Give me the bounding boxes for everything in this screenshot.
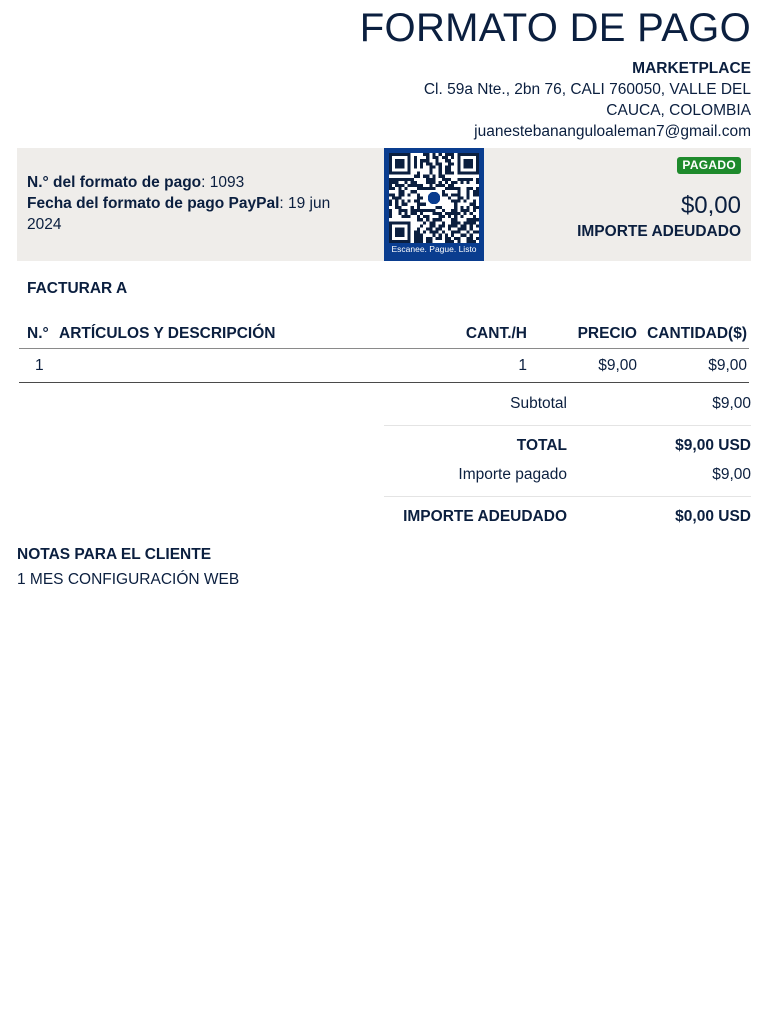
invoice-number-value: : 1093 bbox=[201, 174, 245, 191]
invoice-number bbox=[27, 172, 367, 193]
col-header-price: PRECIO bbox=[577, 325, 637, 342]
amount-paid-row bbox=[384, 466, 751, 487]
customer-notes-body: 1 MES CONFIGURACIÓN WEB bbox=[17, 571, 240, 588]
total-row bbox=[384, 437, 751, 458]
item-price: $9,00 bbox=[598, 357, 637, 374]
items-table-header bbox=[19, 322, 749, 349]
col-header-description: ARTÍCULOS Y DESCRIPCIÓN bbox=[59, 325, 276, 342]
invoice-date-value: : 19 jun 2024 bbox=[27, 195, 331, 233]
invoice-number-label: N.° del formato de pago bbox=[27, 174, 202, 191]
table-row bbox=[19, 349, 749, 383]
merchant-name: MARKETPLACE bbox=[632, 60, 751, 77]
merchant-address: Cl. 59a Nte., 2bn 76, CALI 760050, VALLE DEL CAUCA, COLOMBIA bbox=[423, 81, 751, 119]
totals-divider bbox=[384, 425, 751, 426]
item-number: 1 bbox=[35, 357, 44, 374]
paypal-qr-block[interactable] bbox=[384, 148, 484, 261]
subtotal-value: $9,00 bbox=[712, 395, 751, 412]
items-table bbox=[19, 322, 749, 383]
due-label: IMPORTE ADEUDADO bbox=[403, 508, 567, 525]
due-value: $0,00 USD bbox=[675, 508, 751, 525]
item-quantity: 1 bbox=[518, 357, 527, 374]
document-title: FORMATO DE PAGO bbox=[359, 6, 751, 50]
amount-due-row bbox=[384, 508, 751, 529]
customer-notes-title: NOTAS PARA EL CLIENTE bbox=[17, 546, 212, 563]
status-badge: PAGADO bbox=[677, 157, 741, 174]
subtotal-label: Subtotal bbox=[510, 395, 567, 412]
bill-to-label: FACTURAR A bbox=[27, 280, 128, 297]
totals-divider bbox=[384, 496, 751, 497]
qr-caption: Escanee. Pague. Listo bbox=[391, 244, 477, 254]
merchant-block bbox=[331, 58, 751, 142]
amount-due-value: $0,00 bbox=[680, 192, 741, 219]
amount-paid-label: Importe pagado bbox=[458, 466, 567, 483]
merchant-email[interactable]: juanestebananguloaleman7@gmail.com bbox=[474, 123, 751, 140]
qr-code-icon bbox=[389, 153, 479, 243]
amount-due-label: IMPORTE ADEUDADO bbox=[577, 223, 741, 240]
amount-paid-value: $9,00 bbox=[712, 466, 751, 483]
col-header-quantity: CANT./H bbox=[465, 325, 527, 342]
col-header-amount: CANTIDAD($) bbox=[647, 325, 747, 342]
total-label: TOTAL bbox=[516, 437, 567, 454]
invoice-meta bbox=[27, 172, 367, 235]
invoice-info-band bbox=[17, 148, 751, 261]
totals-block bbox=[384, 386, 751, 529]
invoice-date bbox=[27, 193, 367, 235]
subtotal-row bbox=[384, 395, 751, 416]
col-header-number: N.° bbox=[27, 325, 49, 342]
item-amount: $9,00 bbox=[708, 357, 747, 374]
invoice-date-label: Fecha del formato de pago PayPal bbox=[27, 195, 280, 212]
total-value: $9,00 USD bbox=[675, 437, 751, 454]
